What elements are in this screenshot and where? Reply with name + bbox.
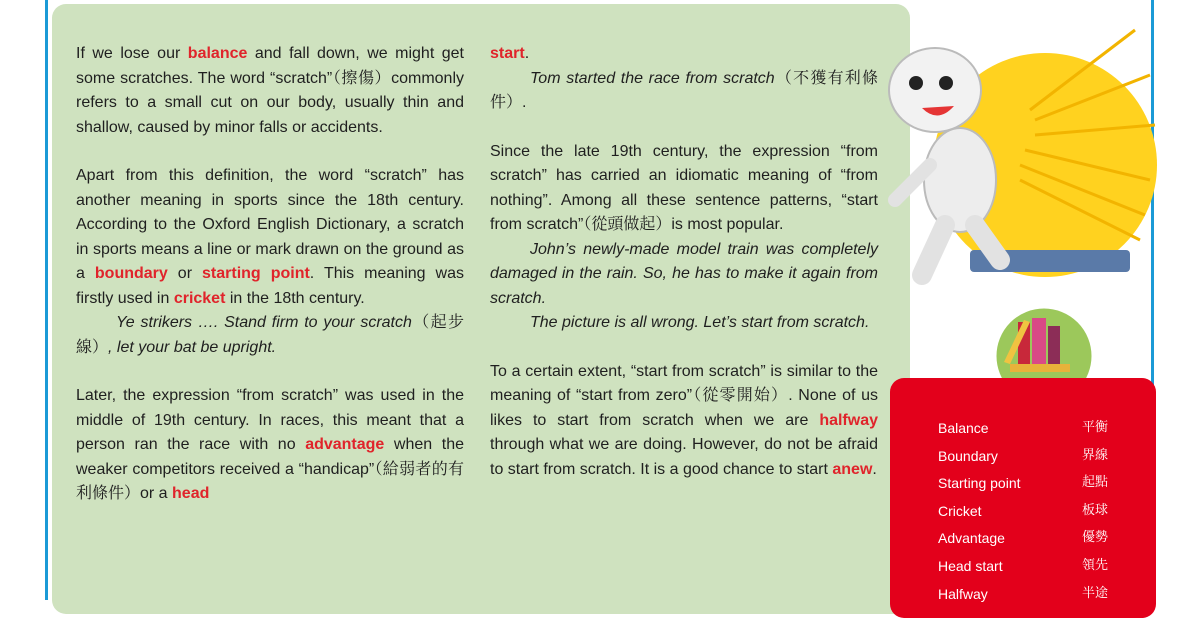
text-run: . — [872, 460, 877, 478]
paragraph-start-from-zero — [490, 360, 878, 483]
text-run: Later, the expression “from scratch” was used in the middle of 19th century. In races, this meant that a person ran the race with no — [76, 387, 464, 453]
cartoon-runner-icon — [850, 0, 1160, 290]
text-run: John’s newly-made model train was completely damaged in the rain. So, he has to make it again from scratch. — [490, 240, 878, 307]
glossary-term: Balance — [938, 420, 989, 436]
glossary-translation: 領先 — [1081, 557, 1108, 573]
article-right-column — [490, 42, 878, 482]
text-run: and fall down, we might get some scratches. The word “scratch”（擦傷）commonly refers to a small cut on our body, usually thin and shallow, caused by minor falls or accidents. — [76, 45, 464, 136]
glossary-row — [938, 554, 1108, 582]
keyword: starting point — [202, 265, 310, 282]
paragraph-continuation — [490, 42, 878, 67]
glossary-translation: 起點 — [1081, 475, 1108, 491]
text-run: through what we are doing. However, do not be afraid to start from scratch. It is a good chance to start — [490, 436, 878, 478]
glossary-row — [938, 582, 1108, 610]
quote-john — [490, 238, 878, 312]
glossary-row — [938, 526, 1108, 554]
quote-tom — [490, 67, 878, 116]
glossary-row — [938, 499, 1108, 527]
glossary-translation: 平衡 — [1081, 420, 1108, 435]
text-run: , let your bat be upright. — [108, 338, 277, 356]
glossary-translation: 半途 — [1081, 585, 1108, 601]
text-run: To a certain extent, “start from scratch” is similar to the meaning of “start from zero”（從零開始）. None of us likes to start from scratch when we are — [490, 362, 878, 429]
keyword: start — [490, 45, 525, 62]
keyword: cricket — [173, 289, 226, 307]
paragraph-balance — [76, 42, 464, 140]
quote-strikers — [76, 311, 464, 360]
text-run: . — [524, 45, 530, 62]
keyword: boundary — [94, 265, 168, 282]
paragraph-sports-meaning — [76, 164, 464, 311]
keyword: advantage — [305, 436, 385, 453]
keyword: anew — [832, 460, 873, 478]
quote-picture — [490, 311, 878, 336]
keyword: halfway — [819, 411, 878, 429]
text-run: The picture is all wrong. Let’s start from scratch. — [530, 314, 870, 331]
text-run: when the weaker competitors received a “handicap”（給弱者的有利條件）or a — [76, 436, 464, 502]
glossary-row — [938, 416, 1108, 444]
keyword: head — [172, 485, 210, 502]
glossary-translation: 界線 — [1081, 447, 1108, 463]
paragraph-races — [76, 384, 464, 507]
glossary-term: Starting point — [938, 475, 1021, 492]
text-run: Ye strikers …. Stand firm to your scratch — [116, 314, 412, 331]
glossary-translation: 優勢 — [1081, 530, 1108, 546]
text-run: . This meaning was firstly used in — [76, 265, 465, 307]
glossary-term: Advantage — [938, 530, 1005, 547]
glossary-list — [938, 416, 1108, 609]
glossary-term: Head start — [938, 557, 1003, 574]
text-run: If we lose our — [76, 45, 188, 62]
text-run: （不獲有利條件）. — [490, 69, 878, 111]
keyword: balance — [187, 45, 248, 62]
glossary-row — [938, 471, 1108, 499]
text-run: Since the late 19th century, the expression “from scratch” has carried an idiomatic meaning of “from nothing”. Among all these sentence patterns, “start from scratch”（從頭做起）is most popular. — [490, 142, 878, 233]
glossary-term: Halfway — [938, 585, 988, 602]
glossary-term: Boundary — [938, 447, 998, 464]
glossary-row — [938, 444, 1108, 472]
text-run: （起步線） — [76, 314, 464, 356]
paragraph-idiom — [490, 140, 878, 238]
text-run: Tom started the race from scratch — [530, 69, 775, 87]
glossary-translation: 板球 — [1081, 502, 1108, 518]
text-run: in the 18th century. — [225, 289, 365, 307]
text-run: Apart from this definition, the word “scratch” has another meaning in sports since the 18th century. According to the Oxford English Dictionary, a scratch in sports means a line or mark drawn on the ground as a — [76, 167, 464, 282]
glossary-term: Cricket — [938, 502, 982, 519]
text-run: or — [167, 265, 203, 282]
article-left-column — [76, 42, 464, 507]
